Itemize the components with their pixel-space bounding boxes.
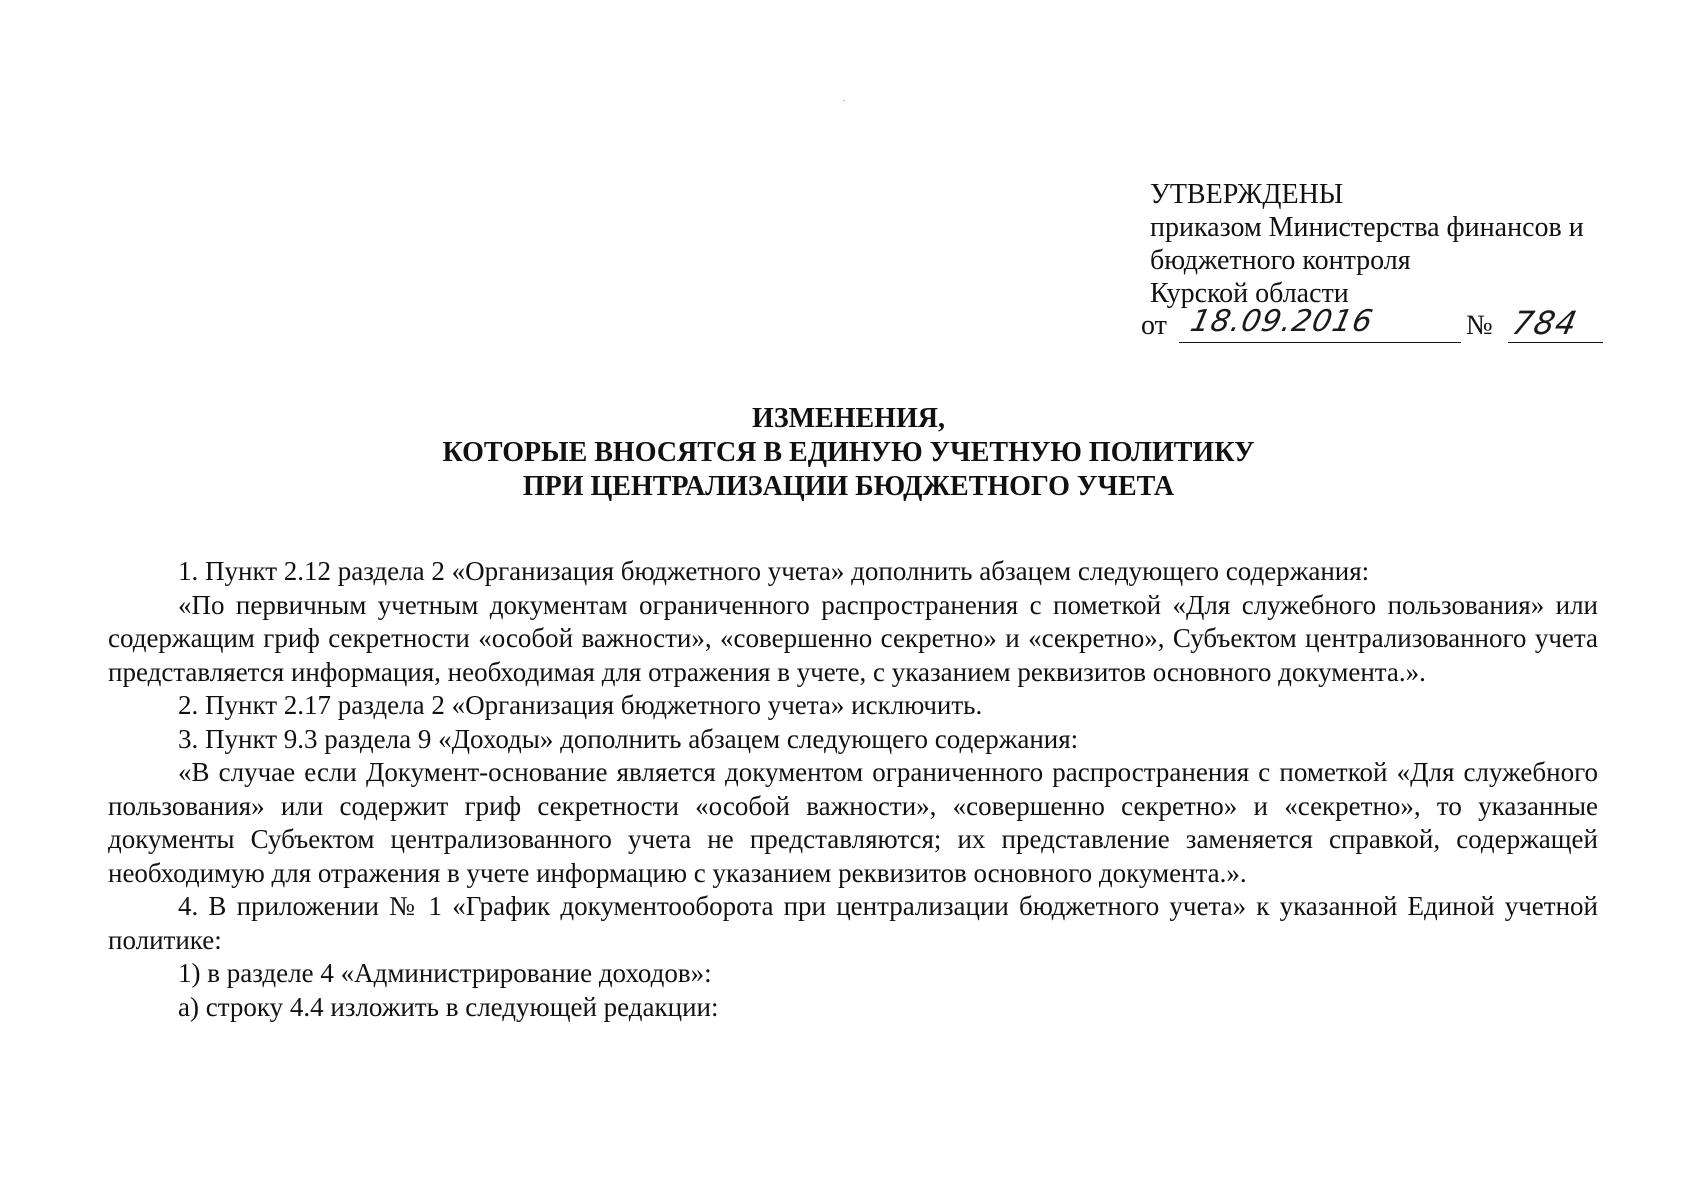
paragraph-item-2: 2. Пункт 2.17 раздела 2 «Организация бюджетного учета» исключить. — [178, 690, 983, 720]
scan-speck — [843, 100, 845, 101]
paragraph-quote-2: «В случае если Документ-основание является документом ограниченного распространения с пометкой «Для служебного пользования» или содержит гриф секретности «особой важности», «совершенно секретно» и «секретно», то указанные документы Субъектом централизованного учета не представляются; их представление заменяется справкой, содержащей необходимую для отражения в учете информацию с указанием реквизитов основного документа.». — [108, 757, 1598, 888]
heading-line-2: КОТОРЫЕ ВНОСЯТСЯ В ЕДИНУЮ УЧЕТНУЮ ПОЛИТИКУ — [442, 437, 1255, 468]
number-prefix: № — [1466, 310, 1493, 341]
date-prefix: от — [1141, 310, 1167, 341]
document-heading — [0, 402, 1697, 504]
handwritten-date: 18.09.2016 — [1187, 304, 1377, 339]
approval-line-control: бюджетного контроля — [1150, 245, 1411, 276]
approval-line-ministry: приказом Министерства финансов и — [1150, 212, 1584, 243]
number-underline — [1508, 342, 1603, 343]
paragraph-quote-1: «По первичным учетным документам ограниченного распространения с пометкой «Для служебного пользования» или содержащим гриф секретности «особой важности», «совершенно секретно» и «секретно», Субъектом централизованного учета представляется информация, необходимая для отражения в учете, с указанием реквизитов основного документа.». — [108, 589, 1598, 687]
approval-line-region: Курской области — [1150, 278, 1349, 309]
paragraph-item-4: 4. В приложении № 1 «График документооборота при централизации бюджетного учета» к указанной Единой учетной политике: — [108, 891, 1598, 955]
paragraph-item-3: 3. Пункт 9.3 раздела 9 «Доходы» дополнить абзацем следующего содержания: — [178, 723, 1079, 754]
order-date-number-row — [1141, 304, 1611, 348]
date-underline — [1179, 342, 1461, 343]
approval-stamp-block — [1150, 178, 1630, 310]
paragraph-subitem-1: 1) в разделе 4 «Администрирование доходов»: — [178, 958, 712, 988]
approval-title: УТВЕРЖДЕНЫ — [1150, 179, 1344, 210]
paragraph-subitem-a: а) строку 4.4 изложить в следующей редакции: — [178, 991, 719, 1022]
document-body — [108, 555, 1598, 1024]
handwritten-number: 784 — [1508, 304, 1582, 342]
paragraph-item-1: 1. Пункт 2.12 раздела 2 «Организация бюджетного учета» дополнить абзацем следующего содержания: — [178, 556, 1370, 586]
heading-line-3: ПРИ ЦЕНТРАЛИЗАЦИИ БЮДЖЕТНОГО УЧЕТА — [522, 471, 1175, 502]
heading-line-1: ИЗМЕНЕНИЯ, — [752, 403, 945, 434]
